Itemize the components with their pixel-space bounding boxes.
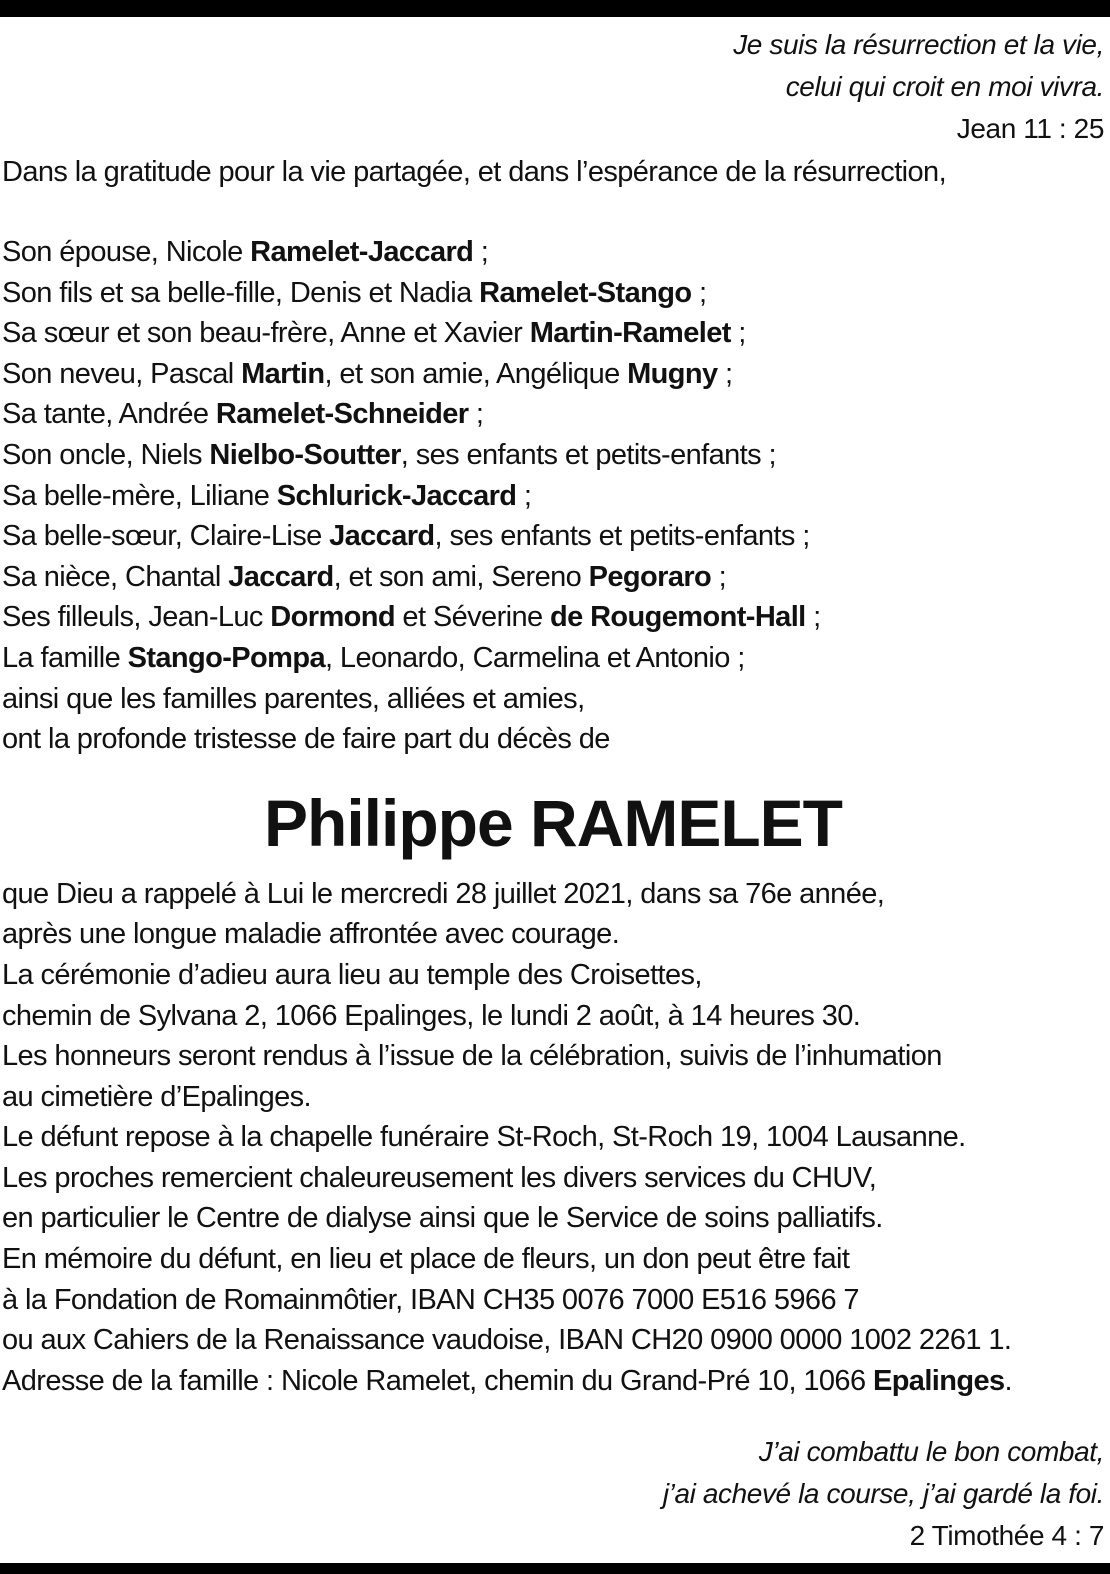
mourner-text: ; [468, 398, 484, 431]
mourner-surname: Stango-Pompa [127, 641, 325, 674]
opening-verse-line-2: celui qui croit en moi vivra. [785, 71, 1104, 102]
obituary-notice [2, 24, 1104, 1557]
detail-line: après une longue maladie affrontée avec courage. [2, 918, 620, 951]
bottom-border-rule [0, 1563, 1110, 1574]
detail-line: au cimetière d’Epalinges. [2, 1080, 312, 1113]
mourner-text: Sa sœur et son beau-frère, Anne et Xavier [2, 317, 530, 350]
detail-line: En mémoire du défunt, en lieu et place de fleurs, un don peut être fait [2, 1243, 850, 1276]
detail-line: La cérémonie d’adieu aura lieu au temple des Croisettes, [2, 958, 702, 991]
mourner-line [2, 313, 1104, 354]
mourner-text: Sa belle-sœur, Claire-Lise [2, 520, 330, 553]
mourner-line [2, 435, 1104, 476]
mourner-line [2, 557, 1104, 598]
closing-verse [2, 1431, 1104, 1557]
mourner-surname: Ramelet-Jaccard [250, 236, 474, 268]
mourner-text: , et son amie, Angélique [324, 357, 628, 390]
mourner-text: ; [730, 317, 746, 350]
mourner-text: La famille [2, 641, 128, 674]
mourner-text: ; [516, 479, 532, 512]
mourner-surname: Martin-Ramelet [529, 317, 731, 350]
top-border-rule [0, 0, 1110, 17]
mourner-surname: Schlurick-Jaccard [276, 479, 517, 512]
opening-verse [2, 24, 1104, 150]
mourner-surname: Dormond [270, 601, 395, 634]
mourner-surname: Pegoraro [588, 560, 712, 593]
mourner-text: Son oncle, Niels [2, 438, 210, 471]
intro-sentence: Dans la gratitude pour la vie partagée, et dans l’espérance de la résurrection, [2, 156, 947, 188]
detail-line: Les proches remercient chaleureusement les divers services du CHUV, [2, 1161, 877, 1194]
mourner-line [2, 273, 1104, 314]
mourner-surname: de Rougemont-Hall [549, 601, 806, 634]
family-address-town: Epalinges [872, 1364, 1005, 1397]
detail-line: à la Fondation de Romainmôtier, IBAN CH35 0076 7000 E516 5966 7 [2, 1283, 859, 1316]
mourner-text: ; [691, 276, 707, 309]
mourner-text: Ses filleuls, Jean-Luc [2, 601, 271, 634]
mourner-line [2, 476, 1104, 517]
detail-line: en particulier le Centre de dialyse ainsi que le Service de soins palliatifs. [2, 1202, 883, 1235]
mourner-line [2, 394, 1104, 435]
mourner-text: Sa nièce, Chantal [2, 560, 229, 593]
mourners-closing-line: ainsi que les familles parentes, alliées et amies, [2, 682, 585, 715]
detail-line: ou aux Cahiers de la Renaissance vaudoise, IBAN CH20 0900 0000 1002 2261 1. [2, 1324, 1012, 1357]
detail-line: chemin de Sylvana 2, 1066 Epalinges, le lundi 2 août, à 14 heures 30. [2, 999, 861, 1032]
mourner-surname: Martin [241, 357, 325, 390]
mourner-text: ; [717, 357, 733, 390]
mourner-line [2, 516, 1104, 557]
mourner-text: Son épouse, Nicole [2, 236, 251, 268]
family-address [2, 1361, 1104, 1402]
mourner-text: ; [711, 560, 727, 593]
opening-verse-line-1: Je suis la résurrection et la vie, [733, 29, 1104, 60]
mourner-surname: Mugny [627, 357, 718, 390]
detail-line: Les honneurs seront rendus à l’issue de la célébration, suivis de l’inhumation [2, 1040, 942, 1073]
mourner-surname: Jaccard [228, 560, 334, 593]
mourners-closing-line: ont la profonde tristesse de faire part du décès de [2, 723, 610, 756]
family-address-end: . [1004, 1364, 1013, 1397]
mourner-text: , et son ami, Sereno [333, 560, 589, 593]
mourners-list [2, 232, 1104, 760]
closing-verse-line-1: J’ai combattu le bon combat, [758, 1436, 1104, 1468]
family-address-text: Adresse de la famille : Nicole Ramelet, chemin du Grand-Pré 10, 1066 [2, 1364, 873, 1397]
mourner-text: Son neveu, Pascal [2, 357, 242, 390]
closing-verse-line-2: j’ai achevé la course, j’ai gardé la foi. [662, 1478, 1104, 1510]
mourner-surname: Ramelet-Stango [479, 276, 692, 309]
mourner-text: et Séverine [394, 601, 550, 634]
mourner-line [2, 354, 1104, 395]
notice-details [2, 874, 1104, 1402]
mourner-line [2, 638, 1104, 679]
mourner-text: Sa tante, Andrée [2, 398, 216, 431]
mourner-text: ; [473, 236, 489, 268]
mourner-text: , ses enfants et petits-enfants ; [434, 520, 810, 553]
deceased-name: Philippe RAMELET [264, 785, 842, 860]
opening-verse-reference: Jean 11 : 25 [956, 113, 1104, 144]
detail-line: Le défunt repose à la chapelle funéraire St-Roch, St-Roch 19, 1004 Lausanne. [2, 1121, 966, 1154]
mourner-surname: Nielbo-Soutter [209, 438, 401, 471]
mourner-text: , Leonardo, Carmelina et Antonio ; [325, 641, 745, 674]
mourner-text: ; [805, 601, 821, 634]
mourner-text: , ses enfants et petits-enfants ; [400, 438, 776, 471]
detail-line: que Dieu a rappelé à Lui le mercredi 28 juillet 2021, dans sa 76e année, [2, 877, 885, 910]
mourner-text: Son fils et sa belle-fille, Denis et Nadia [2, 276, 480, 309]
mourner-surname: Jaccard [329, 520, 435, 553]
closing-verse-reference: 2 Timothée 4 : 7 [909, 1520, 1104, 1552]
mourner-line [2, 597, 1104, 638]
mourner-line [2, 232, 1104, 273]
mourner-surname: Ramelet-Schneider [215, 398, 469, 431]
mourner-text: Sa belle-mère, Liliane [2, 479, 277, 512]
